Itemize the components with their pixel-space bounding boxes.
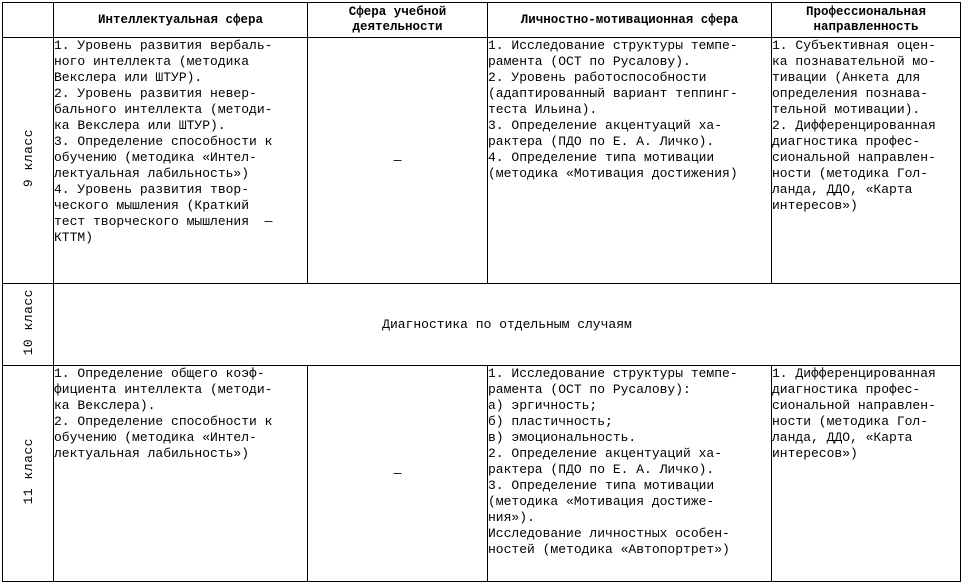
text-line: рамента (ОСТ по Русалову):	[488, 382, 691, 398]
row-grade-9	[3, 38, 961, 284]
text-line: ного интеллекта (методика	[54, 54, 250, 69]
text-line: 4. Определение типа мотивации	[488, 150, 715, 165]
header-grade	[3, 3, 54, 38]
text-line: рактера (ПДО по Е. А. Личко).	[488, 134, 715, 149]
text-line: 1. Субъективная оцен-	[772, 38, 936, 53]
text-line: интересов»)	[772, 198, 858, 213]
text-line: (методика «Мотивация достиже-	[488, 494, 715, 510]
text-line: тест творческого мышления —	[54, 214, 273, 229]
text-line: рамента (ОСТ по Русалову).	[488, 54, 691, 69]
text-line: 1. Исследование структуры темпе-	[488, 38, 738, 53]
text-line: 2. Определение способности к	[54, 414, 273, 430]
grade-11-label: 11 класс	[20, 437, 36, 505]
row-grade-10	[3, 283, 961, 365]
text-line: 1. Определение общего коэф-	[54, 366, 265, 382]
grade-11-personal	[488, 366, 772, 582]
text-line: 3. Определение акцентуаций ха-	[488, 118, 723, 133]
grade-10-label: 10 класс	[20, 288, 36, 356]
text-line: ланда, ДДО, «Карта	[772, 430, 913, 446]
header-professional: Профессиональная направленность	[772, 3, 961, 38]
text-line: 2. Уровень работоспособности	[488, 70, 707, 85]
diagnostics-table	[2, 2, 961, 582]
text-line: теста Ильина).	[488, 102, 598, 117]
header-personal: Личностно-мотивационная сфера	[488, 3, 772, 38]
text-line: 2. Дифференцированная	[772, 118, 936, 133]
text-line: ка Векслера или ШТУР).	[54, 118, 226, 133]
text-line: ния»).	[488, 510, 535, 526]
text-line: сиональной направлен-	[772, 150, 936, 165]
text-line: тивации (Анкета для	[772, 70, 921, 85]
text-line: ланда, ДДО, «Карта	[772, 182, 913, 197]
grade-11-label-cell	[3, 366, 54, 582]
text-line: 1. Исследование структуры темпе-	[488, 366, 738, 382]
text-line: (методика «Мотивация достижения)	[488, 166, 738, 181]
text-line: 3. Определение способности к	[54, 134, 273, 149]
grade-10-note: Диагностика по отдельным случаям	[54, 283, 961, 365]
text-line: КТТМ)	[54, 230, 94, 245]
row-grade-11	[3, 366, 961, 582]
grade-9-personal	[488, 38, 772, 284]
text-line: интересов»)	[772, 446, 858, 462]
text-line: (адаптированный вариант теппинг-	[488, 86, 738, 101]
grade-9-label: 9 класс	[20, 128, 36, 187]
grade-9-intellectual	[54, 38, 308, 284]
text-line: обучению (методика «Интел-	[54, 430, 257, 446]
text-line: 1. Дифференцированная	[772, 366, 936, 382]
text-line: ности (методика Гол-	[772, 414, 929, 430]
text-line: определения познава-	[772, 86, 929, 101]
text-line: ка Векслера).	[54, 398, 156, 414]
text-line: лектуальная лабильность»)	[54, 446, 250, 462]
text-line: ности (методика Гол-	[772, 166, 929, 181]
text-line: 4. Уровень развития твор-	[54, 182, 250, 197]
text-line: фициента интеллекта (методи-	[54, 382, 273, 398]
grade-9-study: —	[308, 38, 488, 284]
grade-11-intellectual	[54, 366, 308, 582]
text-line: в) эмоциональность.	[488, 430, 637, 446]
text-line: диагностика профес-	[772, 134, 921, 149]
text-line: сиональной направлен-	[772, 398, 936, 414]
text-line: Векслера или ШТУР).	[54, 70, 203, 85]
grade-9-professional	[772, 38, 961, 284]
text-line: а) эргичность;	[488, 398, 598, 414]
text-line: ностей (методика «Автопортрет»)	[488, 542, 730, 558]
text-line: 3. Определение типа мотивации	[488, 478, 715, 494]
text-line: Исследование личностных особен-	[488, 526, 730, 542]
header-study: Сфера учебной деятельности	[308, 3, 488, 38]
text-line: 2. Уровень развития невер-	[54, 86, 257, 101]
text-line: тельной мотивации).	[772, 102, 921, 117]
grade-11-professional	[772, 366, 961, 582]
text-line: обучению (методика «Интел-	[54, 150, 257, 165]
text-line: рактера (ПДО по Е. А. Личко).	[488, 462, 715, 478]
text-line: 2. Определение акцентуаций ха-	[488, 446, 723, 462]
text-line: диагностика профес-	[772, 382, 921, 398]
text-line: бального интеллекта (методи-	[54, 102, 273, 117]
grade-11-study: —	[308, 366, 488, 582]
text-line: ческого мышления (Краткий	[54, 198, 250, 213]
header-intellectual: Интеллектуальная сфера	[54, 3, 308, 38]
grade-9-label-cell	[3, 38, 54, 284]
header-row	[3, 3, 961, 38]
text-line: б) пластичность;	[488, 414, 613, 430]
text-line: ка познавательной мо-	[772, 54, 936, 69]
text-line: лектуальная лабильность»)	[54, 166, 250, 181]
grade-10-label-cell	[3, 283, 54, 365]
text-line: 1. Уровень развития вербаль-	[54, 38, 273, 53]
